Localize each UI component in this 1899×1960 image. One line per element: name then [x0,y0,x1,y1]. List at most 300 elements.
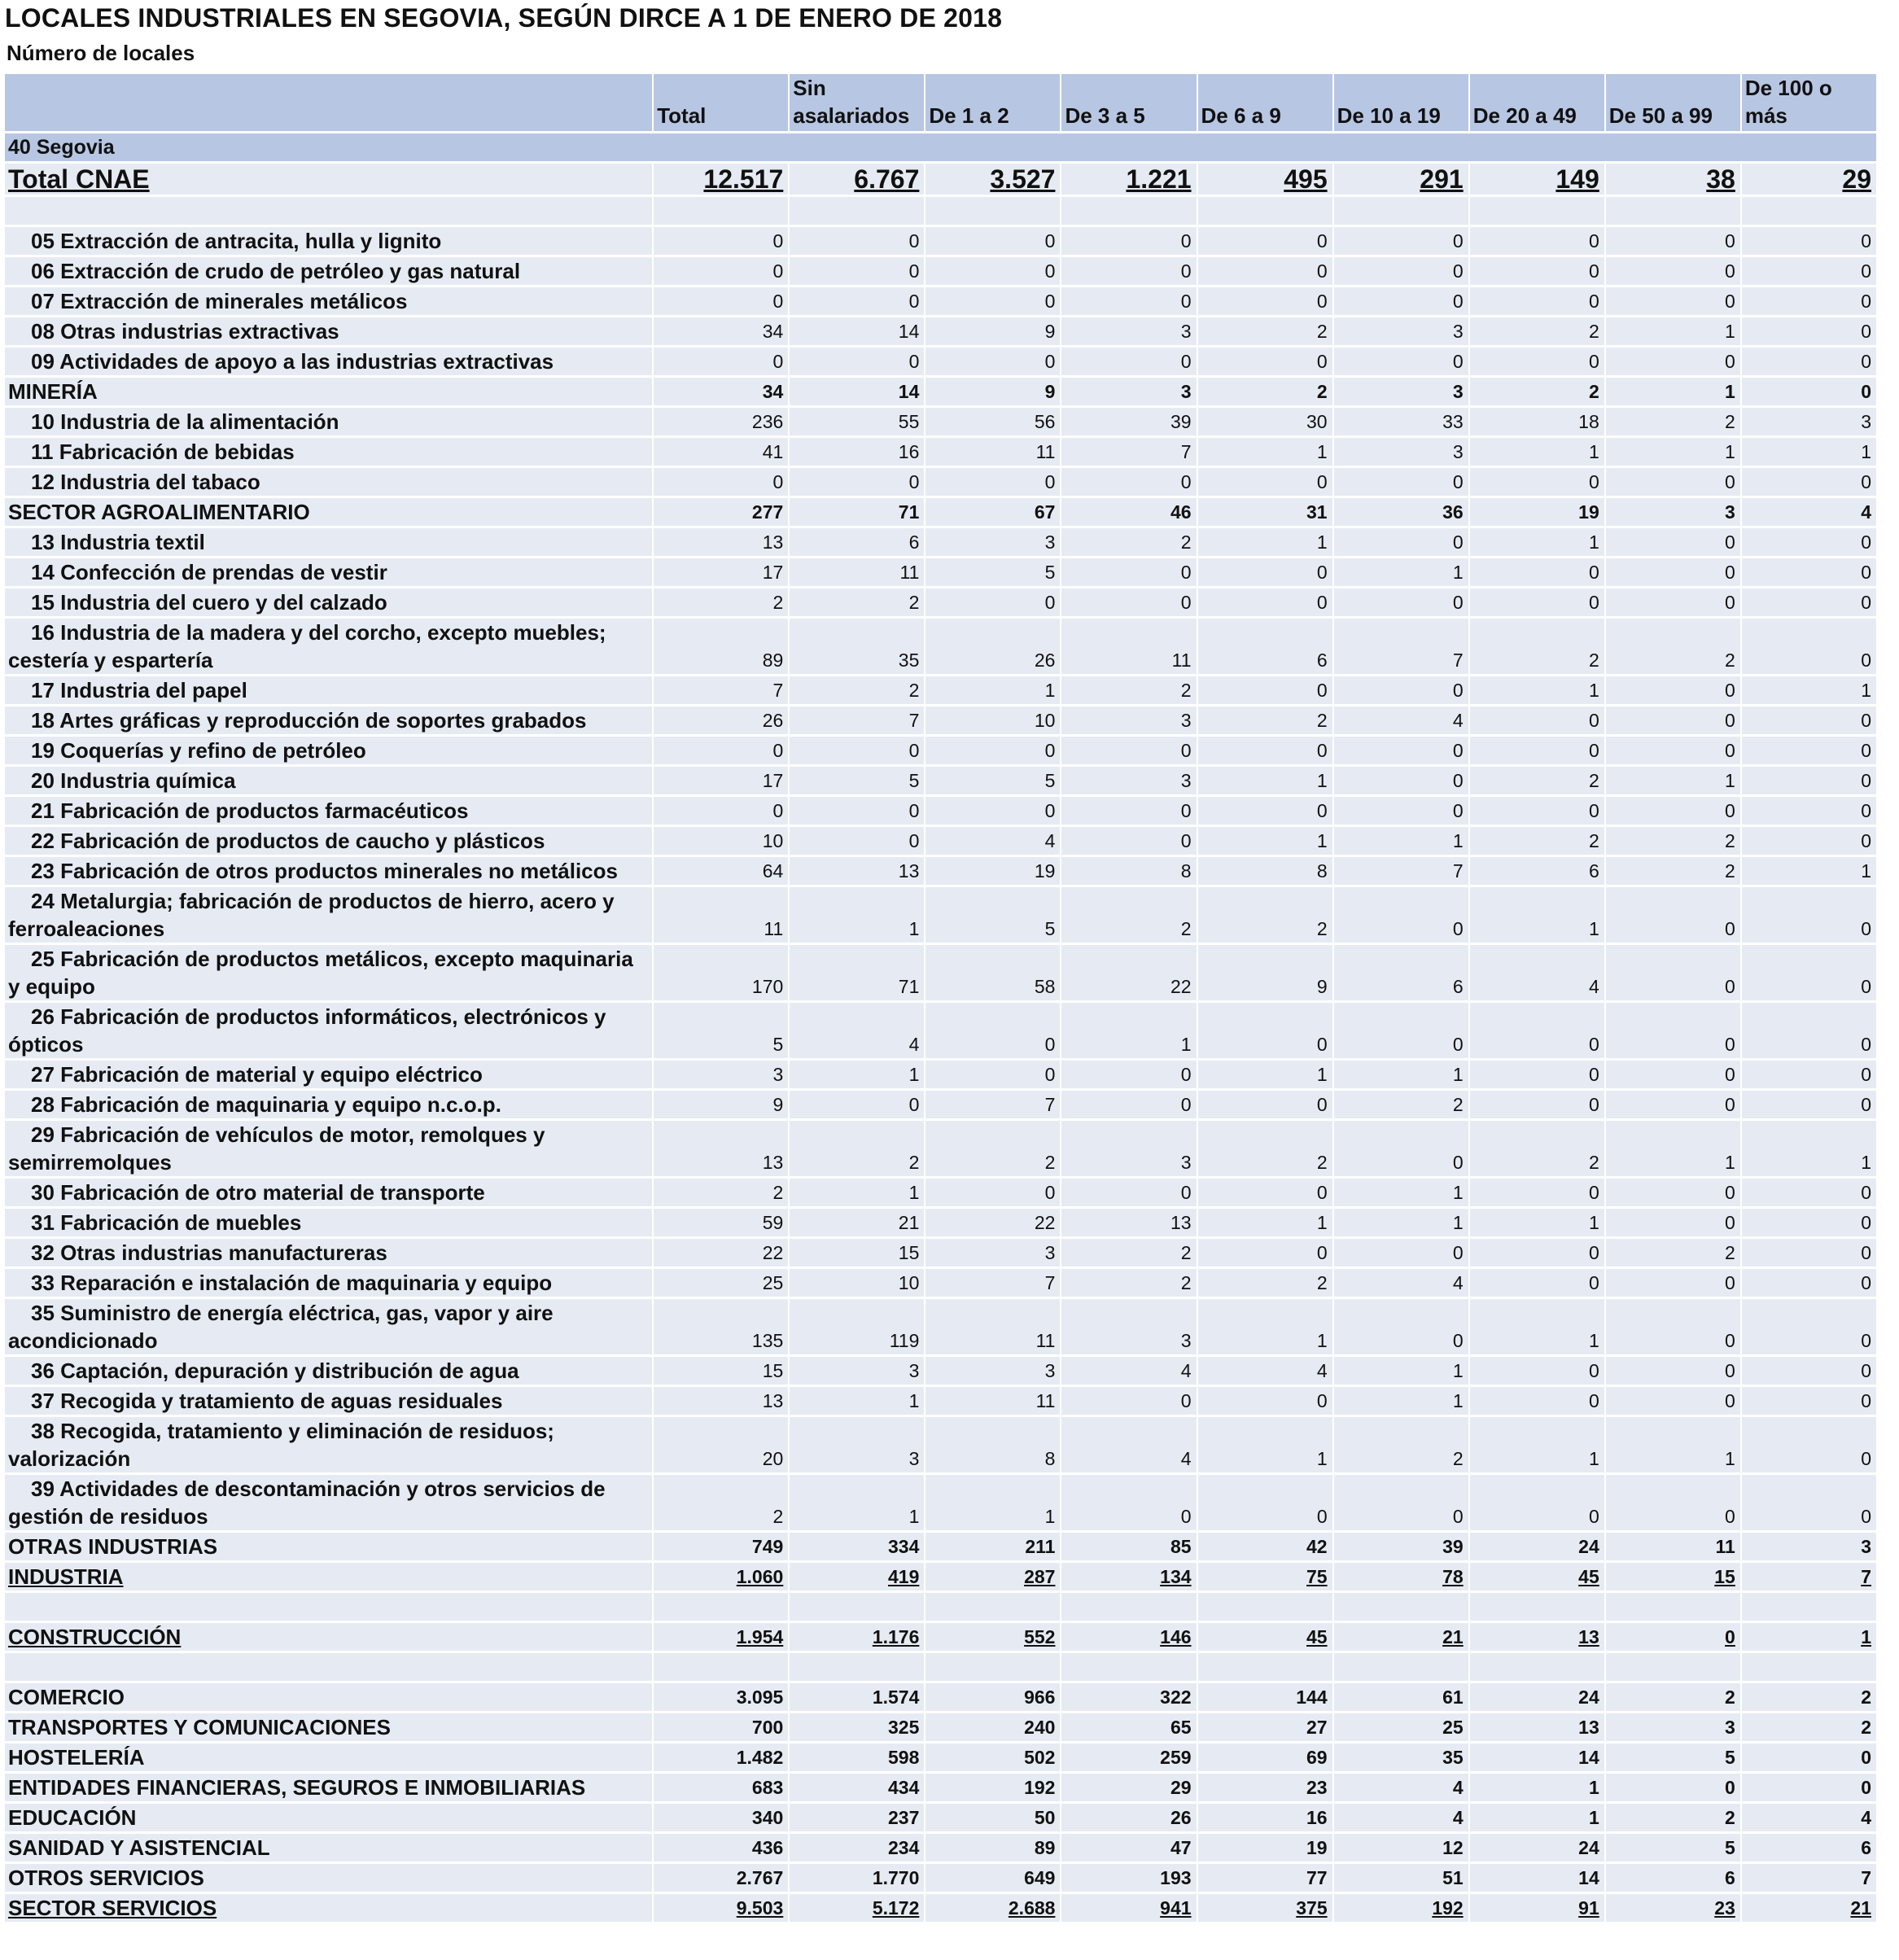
value-cell: 149 [1470,164,1604,195]
row-label: 30 Fabricación de otro material de transporte [5,1179,652,1206]
value-cell: 0 [1742,257,1876,285]
value-cell: 42 [1198,1533,1332,1560]
value-cell: 71 [790,945,924,1000]
value-cell: 0 [925,588,1060,616]
row-label: SECTOR AGROALIMENTARIO [5,498,652,526]
value-cell: 7 [925,1269,1060,1297]
value-cell: 4 [1061,1357,1196,1385]
value-cell: 6 [1742,1834,1876,1862]
row-label: 23 Fabricación de otros productos minerales no metálicos [5,857,652,885]
value-cell: 700 [654,1713,788,1741]
value-cell: 0 [1606,1061,1740,1088]
value-cell: 6 [1334,945,1468,1000]
table-row [5,737,1876,764]
table-row [5,468,1876,496]
value-cell: 85 [1061,1533,1196,1560]
value-cell: 0 [1198,257,1332,285]
value-cell: 1 [1470,438,1604,466]
spacer-cell [790,1593,924,1621]
value-cell: 0 [1334,257,1468,285]
table-row [5,528,1876,556]
value-cell: 0 [1061,348,1196,375]
value-cell: 0 [925,468,1060,496]
value-cell: 0 [790,468,924,496]
value-cell: 552 [925,1623,1060,1651]
value-cell: 1 [1606,378,1740,405]
value-cell: 0 [790,348,924,375]
value-cell: 0 [1198,1239,1332,1267]
table-row [5,707,1876,734]
value-cell: 6 [1606,1864,1740,1892]
value-cell: 0 [1470,287,1604,315]
value-cell: 8 [1198,857,1332,885]
value-cell: 3 [1061,707,1196,734]
value-cell: 1 [790,1061,924,1088]
table-row [5,797,1876,825]
value-cell: 22 [1061,945,1196,1000]
value-cell: 31 [1198,498,1332,526]
value-cell: 0 [1742,227,1876,255]
value-cell: 0 [1334,887,1468,943]
value-cell: 0 [1334,797,1468,825]
value-cell: 0 [1606,1475,1740,1530]
table-row [5,1091,1876,1118]
value-cell: 1 [1198,1209,1332,1236]
value-cell: 1 [1470,1774,1604,1801]
column-header-50-99: De 50 a 99 [1606,74,1740,131]
row-label: 06 Extracción de crudo de petróleo y gas natural [5,257,652,285]
table-row [5,857,1876,885]
value-cell: 2 [1606,827,1740,855]
value-cell: 4 [1334,1269,1468,1297]
value-cell: 0 [654,287,788,315]
row-label: 33 Reparación e instalación de maquinaria y equipo [5,1269,652,1297]
value-cell: 30 [1198,408,1332,435]
value-cell: 1 [1470,676,1604,704]
row-label: MINERÍA [5,378,652,405]
value-cell: 0 [1606,887,1740,943]
value-cell: 1 [1470,528,1604,556]
row-label: 12 Industria del tabaco [5,468,652,496]
row-label: 31 Fabricación de muebles [5,1209,652,1236]
value-cell: 69 [1198,1743,1332,1771]
value-cell: 0 [1742,797,1876,825]
value-cell: 25 [1334,1713,1468,1741]
value-cell: 134 [1061,1563,1196,1590]
row-label: 36 Captación, depuración y distribución de agua [5,1357,652,1385]
value-cell: 0 [1061,558,1196,586]
value-cell: 2 [1470,317,1604,345]
table-row [5,676,1876,704]
value-cell: 3 [1742,408,1876,435]
value-cell: 1 [1334,1209,1468,1236]
subtotal-row [5,1864,1876,1892]
table-row [5,1475,1876,1530]
column-header-10-19: De 10 a 19 [1334,74,1468,131]
value-cell: 78 [1334,1563,1468,1590]
value-cell: 0 [1061,1179,1196,1206]
value-cell: 0 [1606,287,1740,315]
value-cell: 2 [654,588,788,616]
value-cell: 2 [1061,676,1196,704]
value-cell: 0 [1606,707,1740,734]
value-cell: 0 [1742,1091,1876,1118]
value-cell: 0 [790,257,924,285]
value-cell: 0 [1198,1179,1332,1206]
value-cell: 0 [1470,1091,1604,1118]
row-label: 18 Artes gráficas y reproducción de soportes grabados [5,707,652,734]
value-cell: 0 [1470,227,1604,255]
document-subtitle: Número de locales [7,41,195,65]
row-label: 10 Industria de la alimentación [5,408,652,435]
value-cell: 0 [925,348,1060,375]
spacer-cell [925,197,1060,225]
value-cell: 0 [1470,1061,1604,1088]
value-cell: 0 [1742,1269,1876,1297]
row-label: 32 Otras industrias manufactureras [5,1239,652,1267]
value-cell: 0 [1061,797,1196,825]
value-cell: 13 [790,857,924,885]
value-cell: 0 [1061,1061,1196,1088]
value-cell: 23 [1198,1774,1332,1801]
value-cell: 16 [1198,1804,1332,1831]
column-header-6-9: De 6 a 9 [1198,74,1332,131]
value-cell: 0 [925,1003,1060,1058]
value-cell: 24 [1470,1533,1604,1560]
value-cell: 0 [1198,287,1332,315]
value-cell: 3.527 [925,164,1060,195]
value-cell: 2 [654,1179,788,1206]
value-cell: 38 [1606,164,1740,195]
value-cell: 1 [1470,1299,1604,1354]
value-cell: 15 [654,1357,788,1385]
value-cell: 1 [1470,1804,1604,1831]
value-cell: 3 [1061,1299,1196,1354]
value-cell: 0 [1061,737,1196,764]
value-cell: 19 [925,857,1060,885]
value-cell: 0 [1742,348,1876,375]
value-cell: 61 [1334,1683,1468,1711]
value-cell: 5.172 [790,1894,924,1922]
value-cell: 0 [1334,1003,1468,1058]
row-label: OTROS SERVICIOS [5,1864,652,1892]
value-cell: 0 [1742,1417,1876,1472]
value-cell: 234 [790,1834,924,1862]
value-cell: 0 [1742,1475,1876,1530]
value-cell: 1 [1198,1299,1332,1354]
value-cell: 0 [925,287,1060,315]
value-cell: 0 [1470,1357,1604,1385]
value-cell: 0 [790,227,924,255]
spacer-cell [1606,1653,1740,1681]
value-cell: 11 [1061,619,1196,674]
subtotal-row [5,1713,1876,1741]
value-cell: 0 [925,1179,1060,1206]
value-cell: 17 [654,558,788,586]
value-cell: 1 [1742,1623,1876,1651]
value-cell: 0 [1742,1743,1876,1771]
value-cell: 1 [790,887,924,943]
value-cell: 0 [790,737,924,764]
value-cell: 0 [1334,676,1468,704]
value-cell: 0 [1742,1003,1876,1058]
value-cell: 4 [925,827,1060,855]
value-cell: 11 [925,438,1060,466]
value-cell: 0 [1742,588,1876,616]
value-cell: 1 [1606,317,1740,345]
value-cell: 0 [1606,1209,1740,1236]
subtotal-row [5,498,1876,526]
value-cell: 0 [1606,558,1740,586]
row-label: 28 Fabricación de maquinaria y equipo n.c.o.p. [5,1091,652,1118]
value-cell: 1 [1742,1121,1876,1176]
value-cell: 1 [1742,676,1876,704]
value-cell: 2 [1606,1683,1740,1711]
value-cell: 1 [1334,827,1468,855]
value-cell: 2 [1606,1239,1740,1267]
spacer-cell [1470,1653,1604,1681]
row-label: 24 Metalurgia; fabricación de productos de hierro, acero y ferroaleaciones [5,887,652,943]
value-cell: 1 [1742,857,1876,885]
value-cell: 2.688 [925,1894,1060,1922]
value-cell: 89 [925,1834,1060,1862]
value-cell: 0 [1742,287,1876,315]
value-cell: 211 [925,1533,1060,1560]
row-label: 35 Suministro de energía eléctrica, gas, vapor y aire acondicionado [5,1299,652,1354]
table-row [5,558,1876,586]
value-cell: 1.060 [654,1563,788,1590]
spacer-cell [654,1653,788,1681]
row-label: SECTOR SERVICIOS [5,1894,652,1922]
value-cell: 287 [925,1563,1060,1590]
row-label: 21 Fabricación de productos farmacéuticos [5,797,652,825]
value-cell: 0 [1470,1239,1604,1267]
spacer-cell [1061,197,1196,225]
value-cell: 6 [1198,619,1332,674]
value-cell: 0 [654,348,788,375]
value-cell: 0 [1470,257,1604,285]
value-cell: 13 [1470,1623,1604,1651]
value-cell: 0 [1470,468,1604,496]
value-cell: 170 [654,945,788,1000]
value-cell: 19 [1198,1834,1332,1862]
value-cell: 3 [1061,378,1196,405]
value-cell: 7 [925,1091,1060,1118]
value-cell: 2 [1061,1269,1196,1297]
subtotal-row [5,1683,1876,1711]
value-cell: 1 [1198,767,1332,794]
row-label: 17 Industria del papel [5,676,652,704]
value-cell: 2 [1061,887,1196,943]
table-row [5,317,1876,345]
spacer-cell [790,1653,924,1681]
value-cell: 0 [1334,1299,1468,1354]
column-header-20-49: De 20 a 49 [1470,74,1604,131]
table-row [5,1121,1876,1176]
row-label: 15 Industria del cuero y del calzado [5,588,652,616]
column-header-3-5: De 3 a 5 [1061,74,1196,131]
value-cell: 1.221 [1061,164,1196,195]
spacer-row [5,197,1876,225]
value-cell: 0 [1334,1475,1468,1530]
value-cell: 7 [1061,438,1196,466]
value-cell: 0 [1198,1387,1332,1415]
value-cell: 14 [790,378,924,405]
value-cell: 0 [1606,1387,1740,1415]
value-cell: 119 [790,1299,924,1354]
value-cell: 0 [1606,227,1740,255]
spacer-cell [1470,1593,1604,1621]
value-cell: 0 [1470,1475,1604,1530]
value-cell: 8 [1061,857,1196,885]
row-label: 14 Confección de prendas de vestir [5,558,652,586]
value-cell: 3 [1606,498,1740,526]
row-label: SANIDAD Y ASISTENCIAL [5,1834,652,1862]
value-cell: 5 [654,1003,788,1058]
column-header-total: Total [654,74,788,131]
value-cell: 89 [654,619,788,674]
value-cell: 3 [1334,438,1468,466]
value-cell: 51 [1334,1864,1468,1892]
value-cell: 0 [1470,707,1604,734]
spacer-cell [1061,1593,1196,1621]
value-cell: 2 [1470,767,1604,794]
value-cell: 0 [1606,797,1740,825]
value-cell: 39 [1061,408,1196,435]
value-cell: 1 [1334,1357,1468,1385]
value-cell: 7 [1334,619,1468,674]
value-cell: 1.574 [790,1683,924,1711]
value-cell: 21 [1742,1894,1876,1922]
row-label: 27 Fabricación de material y equipo eléctrico [5,1061,652,1088]
table-row [5,588,1876,616]
column-header-1-2: De 1 a 2 [925,74,1060,131]
value-cell: 18 [1470,408,1604,435]
value-cell: 334 [790,1533,924,1560]
value-cell: 0 [1334,348,1468,375]
subtotal-row [5,1834,1876,1862]
value-cell: 0 [1061,588,1196,616]
table-row [5,257,1876,285]
value-cell: 3.095 [654,1683,788,1711]
value-cell: 41 [654,438,788,466]
value-cell: 0 [1061,1475,1196,1530]
value-cell: 21 [1334,1623,1468,1651]
value-cell: 0 [1198,558,1332,586]
row-label: HOSTELERÍA [5,1743,652,1771]
value-cell: 5 [1606,1834,1740,1862]
value-cell: 240 [925,1713,1060,1741]
value-cell: 26 [654,707,788,734]
region-row [5,133,1876,161]
table-row [5,227,1876,255]
value-cell: 0 [1470,1003,1604,1058]
value-cell: 0 [1742,887,1876,943]
spacer-cell [1742,1593,1876,1621]
value-cell: 23 [1606,1894,1740,1922]
value-cell: 0 [1606,468,1740,496]
subtotal-row [5,1743,1876,1771]
value-cell: 0 [1061,827,1196,855]
value-cell: 0 [1742,468,1876,496]
value-cell: 5 [925,887,1060,943]
value-cell: 0 [654,797,788,825]
value-cell: 0 [1334,588,1468,616]
value-cell: 0 [654,257,788,285]
value-cell: 0 [1606,1179,1740,1206]
value-cell: 340 [654,1804,788,1831]
value-cell: 0 [790,1091,924,1118]
value-cell: 1 [1606,767,1740,794]
value-cell: 1.954 [654,1623,788,1651]
row-label: TRANSPORTES Y COMUNICACIONES [5,1713,652,1741]
value-cell: 4 [1470,945,1604,1000]
value-cell: 36 [1334,498,1468,526]
value-cell: 0 [1606,945,1740,1000]
value-cell: 0 [1470,737,1604,764]
row-label: Total CNAE [5,164,652,195]
value-cell: 0 [1606,1357,1740,1385]
value-cell: 2 [654,1475,788,1530]
value-cell: 1 [1742,438,1876,466]
value-cell: 11 [654,887,788,943]
value-cell: 12.517 [654,164,788,195]
value-cell: 13 [1470,1713,1604,1741]
spacer-row [5,1593,1876,1621]
spacer-cell [1606,1593,1740,1621]
value-cell: 1 [790,1179,924,1206]
value-cell: 0 [790,827,924,855]
value-cell: 1 [790,1387,924,1415]
value-cell: 0 [1606,348,1740,375]
value-cell: 2 [1470,827,1604,855]
value-cell: 12 [1334,1834,1468,1862]
value-cell: 50 [925,1804,1060,1831]
value-cell: 11 [1606,1533,1740,1560]
value-cell: 0 [1198,1003,1332,1058]
value-cell: 59 [654,1209,788,1236]
row-label: 05 Extracción de antracita, hulla y lignito [5,227,652,255]
value-cell: 0 [1334,737,1468,764]
row-label: 29 Fabricación de vehículos de motor, remolques y semirremolques [5,1121,652,1176]
value-cell: 1 [1198,438,1332,466]
row-label: 20 Industria química [5,767,652,794]
value-cell: 35 [790,619,924,674]
spacer-cell [654,1593,788,1621]
value-cell: 9 [925,378,1060,405]
value-cell: 2 [790,676,924,704]
value-cell: 2 [1198,887,1332,943]
value-cell: 1 [1470,1209,1604,1236]
value-cell: 0 [1198,468,1332,496]
value-cell: 0 [1334,287,1468,315]
spacer-cell [925,1653,1060,1681]
value-cell: 1 [1334,558,1468,586]
value-cell: 26 [1061,1804,1196,1831]
value-cell: 0 [1742,827,1876,855]
value-cell: 0 [1742,378,1876,405]
value-cell: 237 [790,1804,924,1831]
value-cell: 1 [1606,1417,1740,1472]
value-cell: 0 [1061,468,1196,496]
value-cell: 0 [1606,528,1740,556]
value-cell: 0 [1742,619,1876,674]
spacer-cell [1334,1653,1468,1681]
value-cell: 33 [1334,408,1468,435]
value-cell: 55 [790,408,924,435]
value-cell: 47 [1061,1834,1196,1862]
value-cell: 0 [1061,257,1196,285]
